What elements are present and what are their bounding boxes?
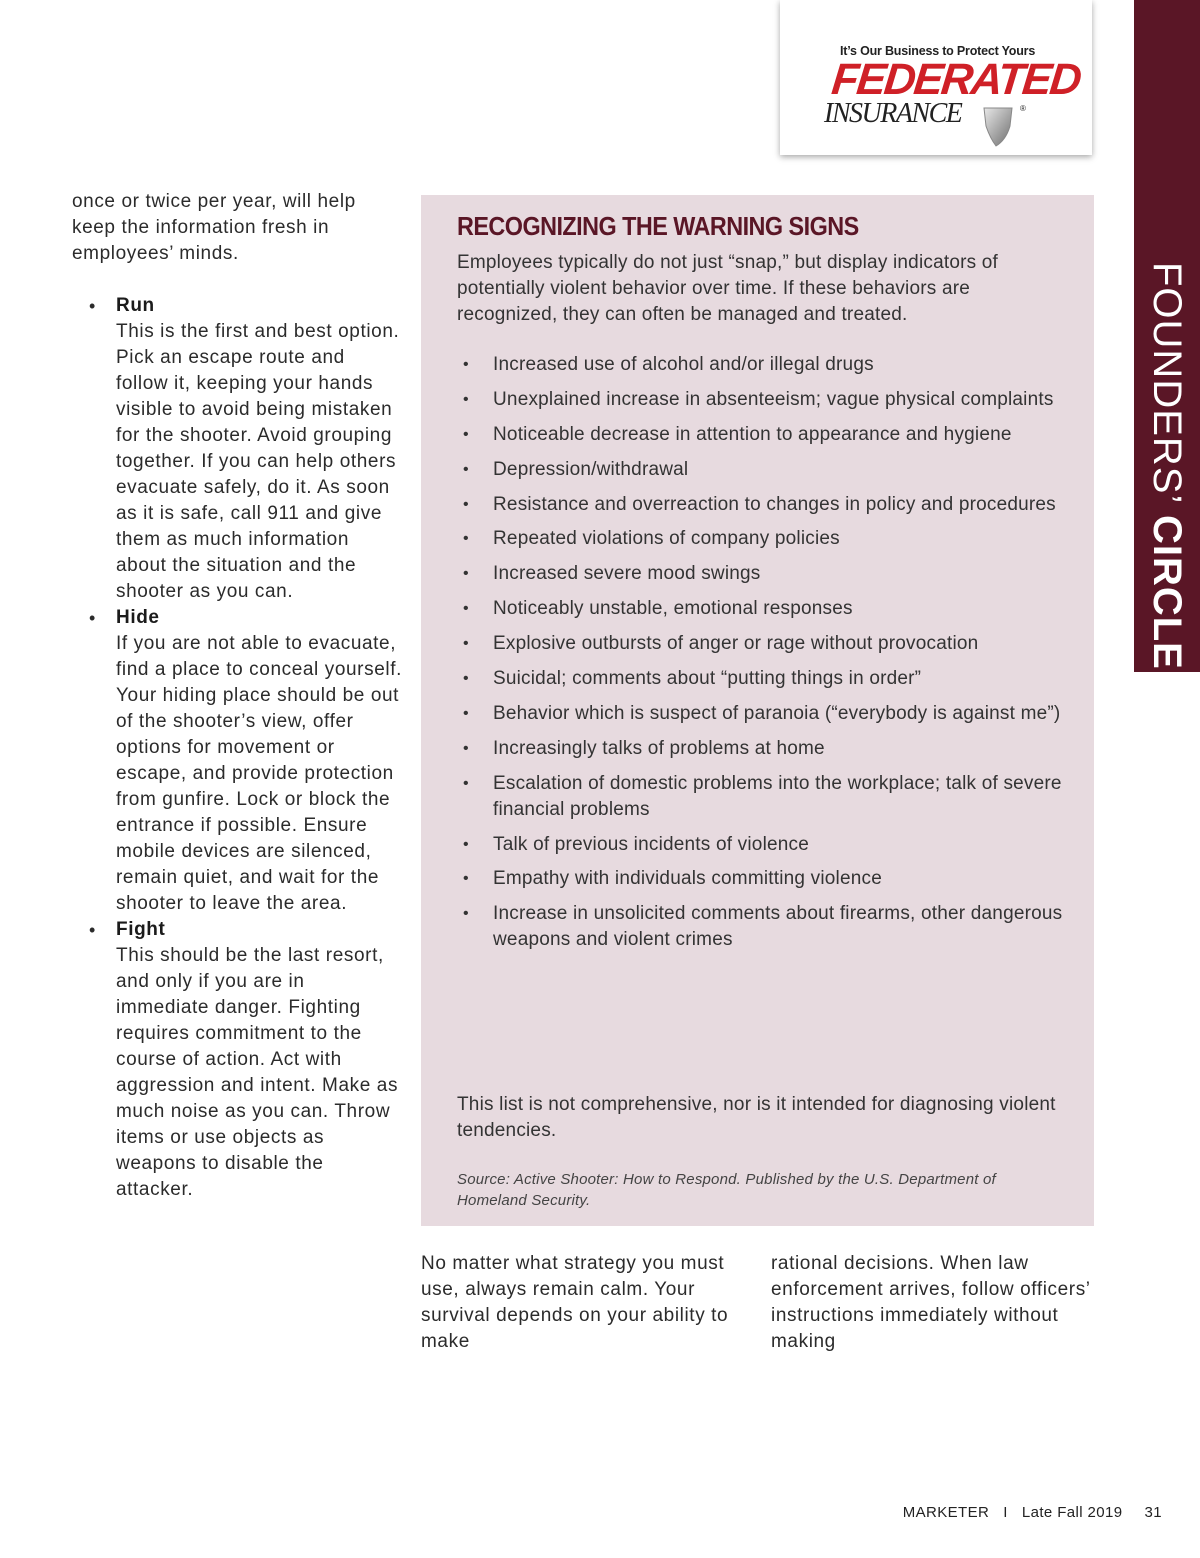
box-source: Source: Active Shooter: How to Respond. Published by the U.S. Department of Homeland Security. — [457, 1171, 996, 1209]
logo-tagline: It’s Our Business to Protect Yours — [840, 44, 1036, 58]
box-note: This list is not comprehensive, nor is it intended for diagnosing violent tendencies. — [457, 1094, 1056, 1141]
strategy-text: This is the first and best option. Pick an escape route and follow it, keeping your hands visible to avoid being mistaken for the shooter. Avoid grouping together. If you can help others evacuate safely, do it. As soon as it is safe, call 911 and give them as much information about the situation and the shooter as you can. — [116, 321, 400, 602]
list-item: • Increasingly talks of problems at home — [457, 736, 1067, 762]
list-item: • Noticeable decrease in attention to appearance and hygiene — [457, 422, 1067, 448]
list-item: • Behavior which is suspect of paranoia (“everybody is against me”) — [457, 701, 1067, 727]
list-item: • Talk of previous incidents of violence — [457, 832, 1067, 858]
strategy-text: This should be the last resort, and only if you are in immediate danger. Fighting requires commitment to the course of action. Act with aggression and intent. Make as much noise as you can. Throw items or use objects as weapons to disable the attacker. — [116, 945, 399, 1200]
section-title-vertical — [1135, 262, 1199, 670]
list-item: • Repeated violations of company policies — [457, 526, 1067, 552]
footer-issue: Late Fall 2019 — [1021, 1504, 1123, 1521]
warning-list — [457, 352, 1067, 962]
logo-sub: INSURANCE — [824, 98, 962, 129]
strategy-item-fight — [72, 917, 402, 1203]
list-item: • Explosive outbursts of anger or rage without provocation — [457, 631, 1067, 657]
strategy-item-hide — [72, 605, 402, 917]
logo-brand: FEDERATED — [829, 55, 1083, 104]
page-footer — [903, 1504, 1162, 1521]
list-item: • Unexplained increase in absenteeism; vague physical complaints — [457, 387, 1067, 413]
left-column — [72, 189, 402, 1203]
list-item: • Resistance and overreaction to changes in policy and procedures — [457, 492, 1067, 518]
sponsor-logo-card — [780, 0, 1092, 155]
strategy-list — [72, 293, 402, 1203]
list-item: • Noticeably unstable, emotional responses — [457, 596, 1067, 622]
section-title-bold: CIRCLE — [1145, 514, 1189, 670]
list-item: • Increased use of alcohol and/or illegal drugs — [457, 352, 1067, 378]
shield-icon — [980, 104, 1016, 148]
strategy-title: • Fight — [116, 919, 166, 940]
strategy-title: • Run — [116, 295, 155, 316]
list-item: • Escalation of domestic problems into the workplace; talk of severe financial problems — [457, 771, 1067, 823]
registered-mark: ® — [1020, 104, 1026, 113]
page-number: 31 — [1144, 1504, 1162, 1521]
footer-separator: I — [1003, 1504, 1008, 1521]
strategy-title: • Hide — [116, 607, 160, 628]
box-title: RECOGNIZING THE WARNING SIGNS — [457, 211, 859, 241]
warning-signs-box — [421, 195, 1094, 1226]
list-item: • Increased severe mood swings — [457, 561, 1067, 587]
box-intro: Employees typically do not just “snap,” but display indicators of potentially violent behavior over time. If these behaviors are recognized, they can often be managed and treated. — [457, 252, 999, 325]
list-item: • Increase in unsolicited comments about firearms, other dangerous weapons and violent crimes — [457, 901, 1067, 953]
left-intro: once or twice per year, will help keep the information fresh in employees’ minds. — [72, 191, 356, 264]
list-item: • Suicidal; comments about “putting things in order” — [457, 666, 1067, 692]
footer-publication: MARKETER — [902, 1504, 990, 1521]
list-item: • Depression/withdrawal — [457, 457, 1067, 483]
section-title-light: FOUNDERS’ — [1145, 262, 1189, 515]
strategy-item-run — [72, 293, 402, 605]
right-column-text: rational decisions. When law enforcement arrives, follow officers’ instructions immediately without making — [771, 1253, 1090, 1352]
middle-column-text: No matter what strategy you must use, always remain calm. Your survival depends on your ability to make — [421, 1253, 729, 1352]
strategy-text: If you are not able to evacuate, find a place to conceal yourself. Your hiding place should be out of the shooter’s view, offer options for movement or escape, and provide protection from gunfire. Lock or block the entrance if possible. Ensure mobile devices are silenced, remain quiet, and wait for the shooter to leave the area. — [116, 633, 402, 914]
list-item: • Empathy with individuals committing violence — [457, 866, 1067, 892]
